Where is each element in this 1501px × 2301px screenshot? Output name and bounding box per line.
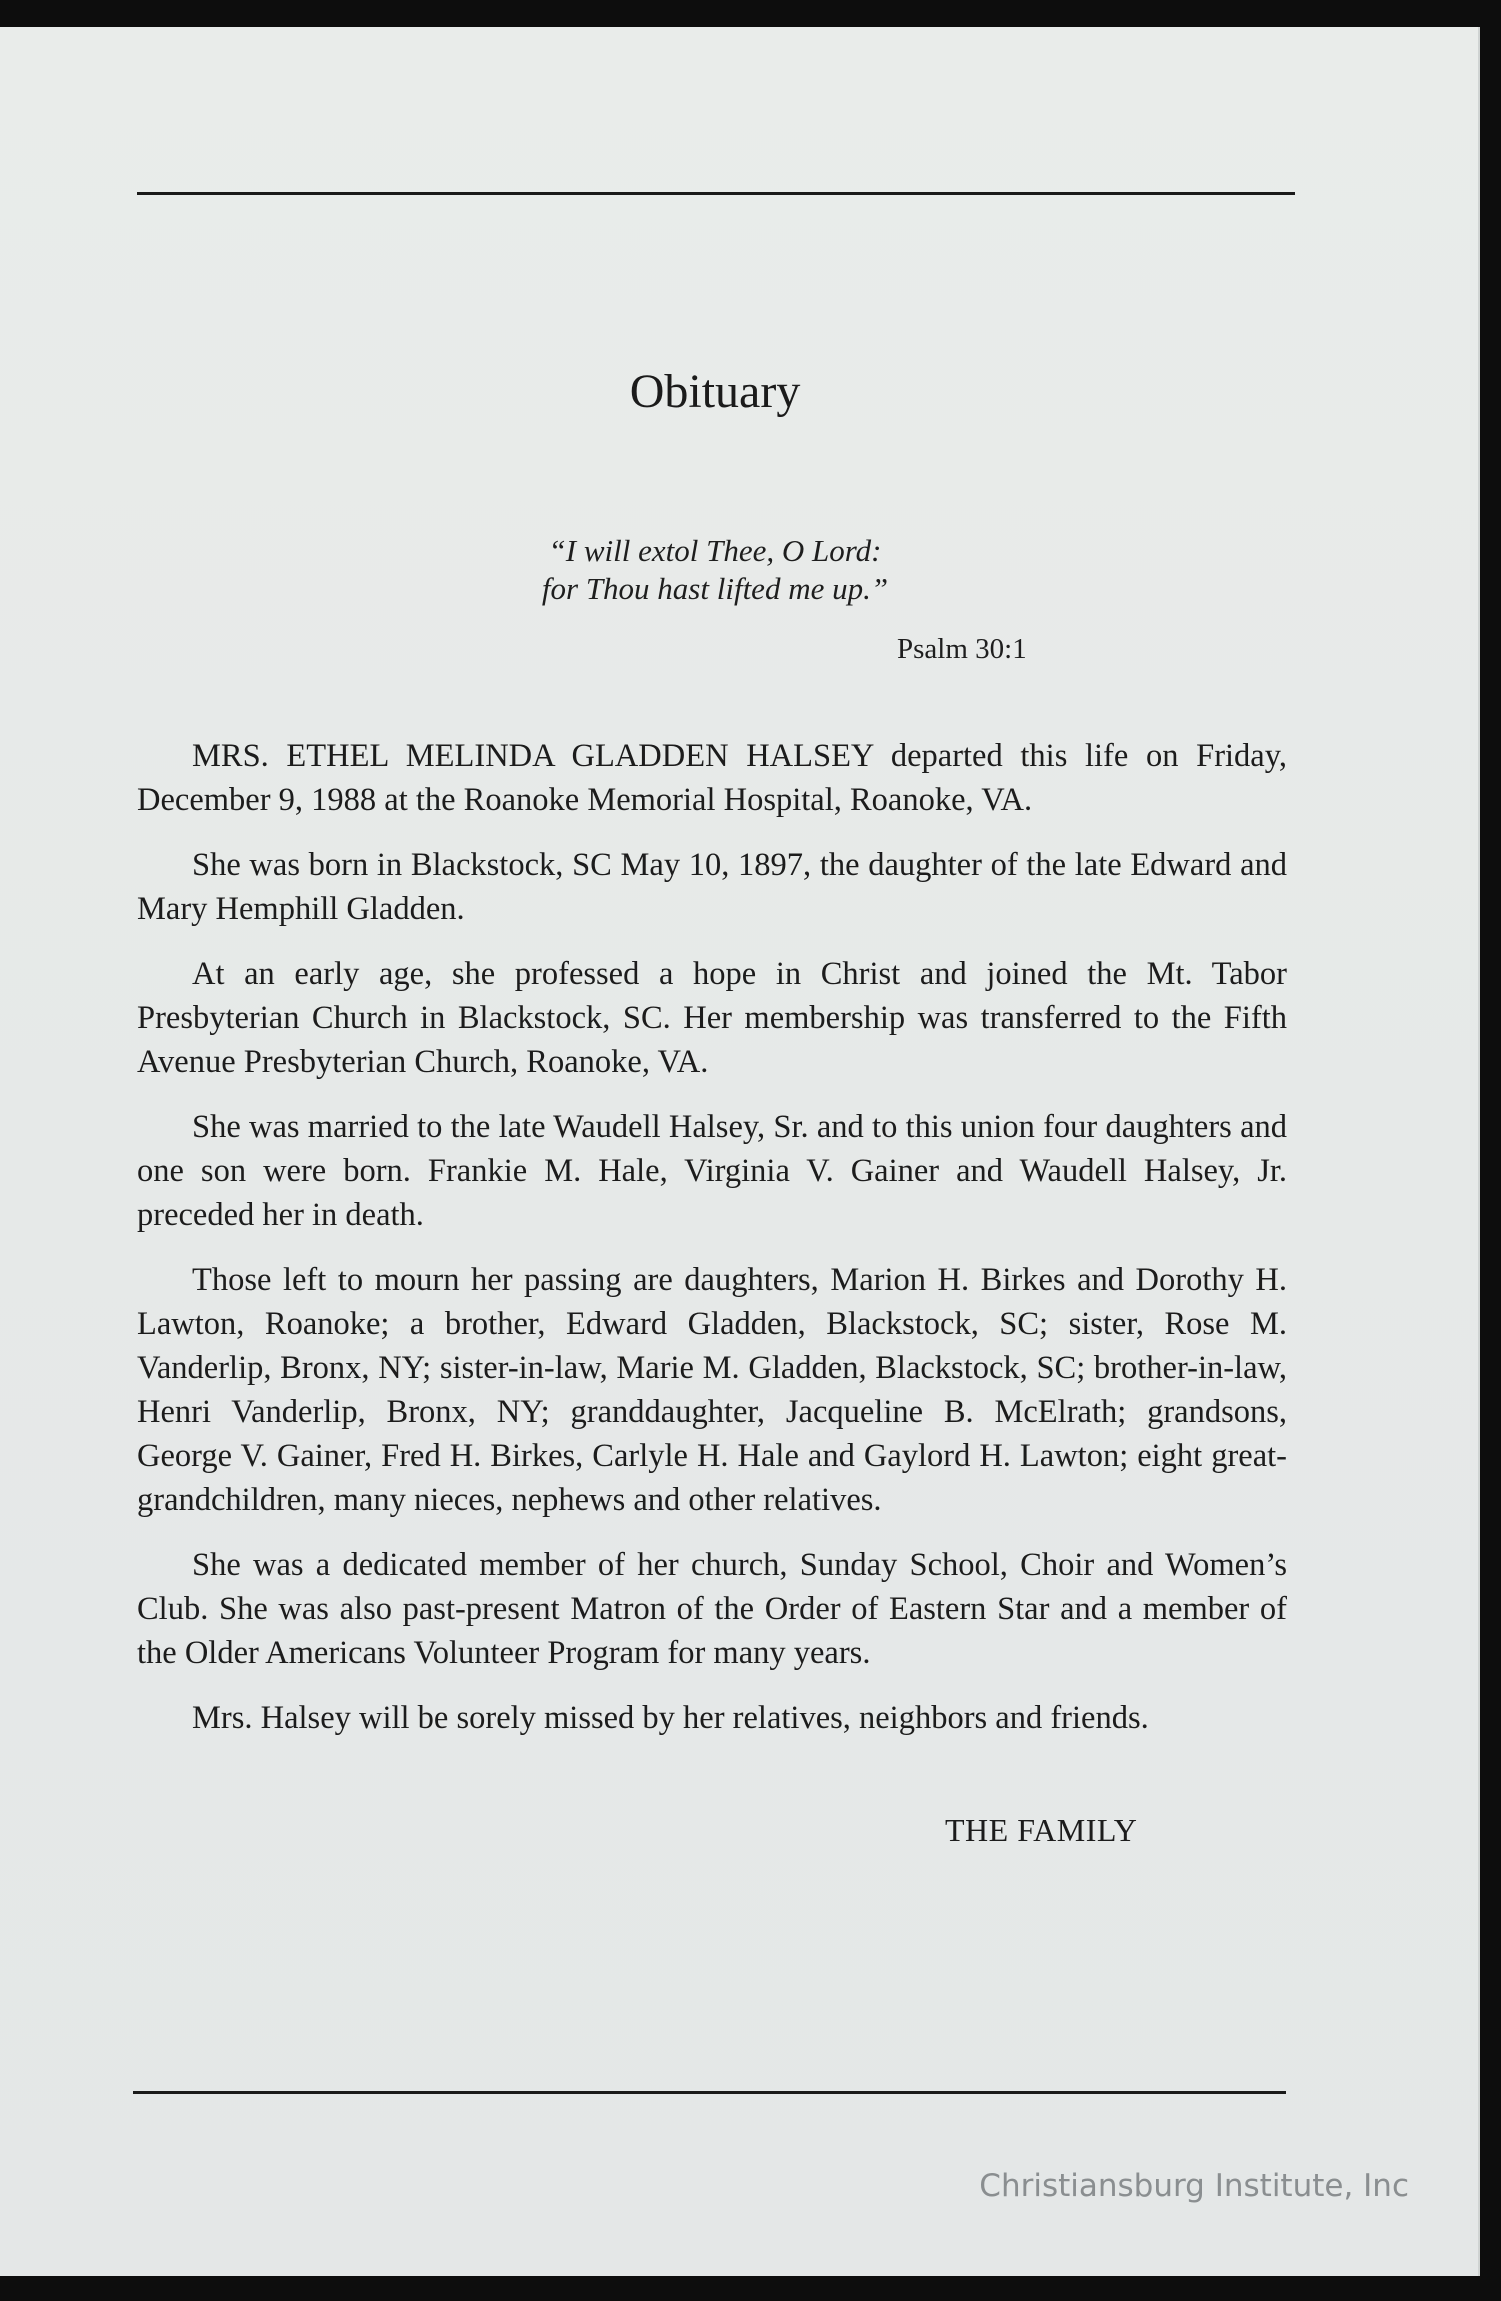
- epigraph-line-2: for Thou hast lifted me up.”: [541, 571, 889, 606]
- obituary-body: [137, 734, 1287, 1761]
- paragraph-3: At an early age, she professed a hope in Christ and joined the Mt. Tabor Presbyterian Church in Blackstock, SC. Her membership was transferred to the Fifth Avenue Presbyterian Church, Roanoke, VA.: [137, 956, 1287, 1080]
- signature: THE FAMILY: [945, 1812, 1138, 1848]
- epigraph: [0, 532, 1430, 608]
- epigraph-line-1: “I will extol Thee, O Lord:: [548, 533, 882, 568]
- bottom-divider: [133, 2091, 1286, 2094]
- paragraph-1: MRS. ETHEL MELINDA GLADDEN HALSEY departed this life on Friday, December 9, 1988 at the Roanoke Memorial Hospital, Roanoke, VA.: [137, 738, 1287, 818]
- paragraph-5: Those left to mourn her passing are daughters, Marion H. Birkes and Dorothy H. Lawton, Roanoke; a brother, Edward Gladden, Blackstock, SC; sister, Rose M. Vanderlip, Bronx, NY; sister-in-law, Marie M. Gladden, Blackstock, SC; brother-in-law, Henri Vanderlip, Bronx, NY; granddaughter, Jacqueline B. McElrath; grandsons, George V. Gainer, Fred H. Birkes, Carlyle H. Hale and Gaylord H. Lawton; eight great-grandchildren, many nieces, nephews and other relatives.: [137, 1262, 1287, 1518]
- document-page: [0, 27, 1480, 2276]
- watermark: Christiansburg Institute, Inc: [979, 2168, 1409, 2204]
- paragraph-4: She was married to the late Waudell Halsey, Sr. and to this union four daughters and one son were born. Frankie M. Hale, Virginia V. Gainer and Waudell Halsey, Jr. preceded her in death.: [137, 1109, 1287, 1233]
- paragraph-2: She was born in Blackstock, SC May 10, 1897, the daughter of the late Edward and Mary Hemphill Gladden.: [137, 847, 1287, 927]
- paragraph-6: She was a dedicated member of her church, Sunday School, Choir and Women’s Club. She was also past-present Matron of the Order of Eastern Star and a member of the Older Americans Volunteer Program for many years.: [137, 1547, 1287, 1671]
- top-divider: [137, 192, 1295, 195]
- epigraph-citation: Psalm 30:1: [897, 633, 1027, 665]
- page-title: Obituary: [629, 365, 801, 418]
- paragraph-7: Mrs. Halsey will be sorely missed by her relatives, neighbors and friends.: [192, 1700, 1149, 1736]
